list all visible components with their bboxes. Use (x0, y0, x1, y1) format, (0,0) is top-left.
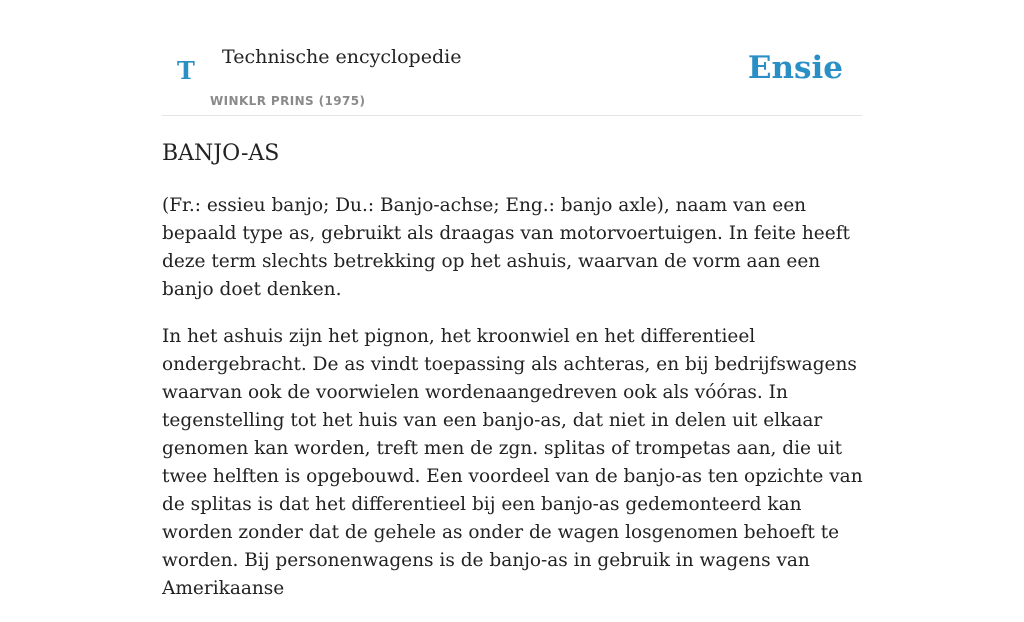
article-paragraph: In het ashuis zijn het pignon, het kroonwiel en het differentieel ondergebracht. De as vindt toepassing als achteras, en bij bedrijfswagens waarvan ook de voorwielen wordenaangedreven ook als vóóras. In tegenstelling tot het huis van een banjo-as, dat niet in delen uit elkaar genomen kan worden, treft men de zgn. splitas of trompetas aan, die uit twee helften is opgebouwd. Een voordeel van de banjo-as ten opzichte van de splitas is dat het differentieel bij een banjo-as gedemonteerd kan worden zonder dat de gehele as onder de wagen losgenomen behoeft te worden. Bij personenwagens is de banjo-as in gebruik in wagens van Amerikaanse (162, 326, 863, 599)
source-logo[interactable]: T (177, 56, 195, 85)
article-body (162, 192, 864, 622)
article-title: BANJO-AS (162, 141, 280, 166)
brand-logo[interactable]: Ensie (747, 50, 843, 86)
article-paragraph: (Fr.: essieu banjo; Du.: Banjo-achse; Eng.: banjo axle), naam van een bepaald type as, gebruikt als draagas van motorvoertuigen. In feite heeft deze term slechts betrekking op het ashuis, waarvan de vorm aan een banjo doet denken. (162, 195, 850, 300)
source-subtitle: WINKLR PRINS (1975) (210, 94, 366, 108)
header (162, 40, 862, 116)
source-title[interactable]: Technische encyclopedie (222, 46, 462, 68)
